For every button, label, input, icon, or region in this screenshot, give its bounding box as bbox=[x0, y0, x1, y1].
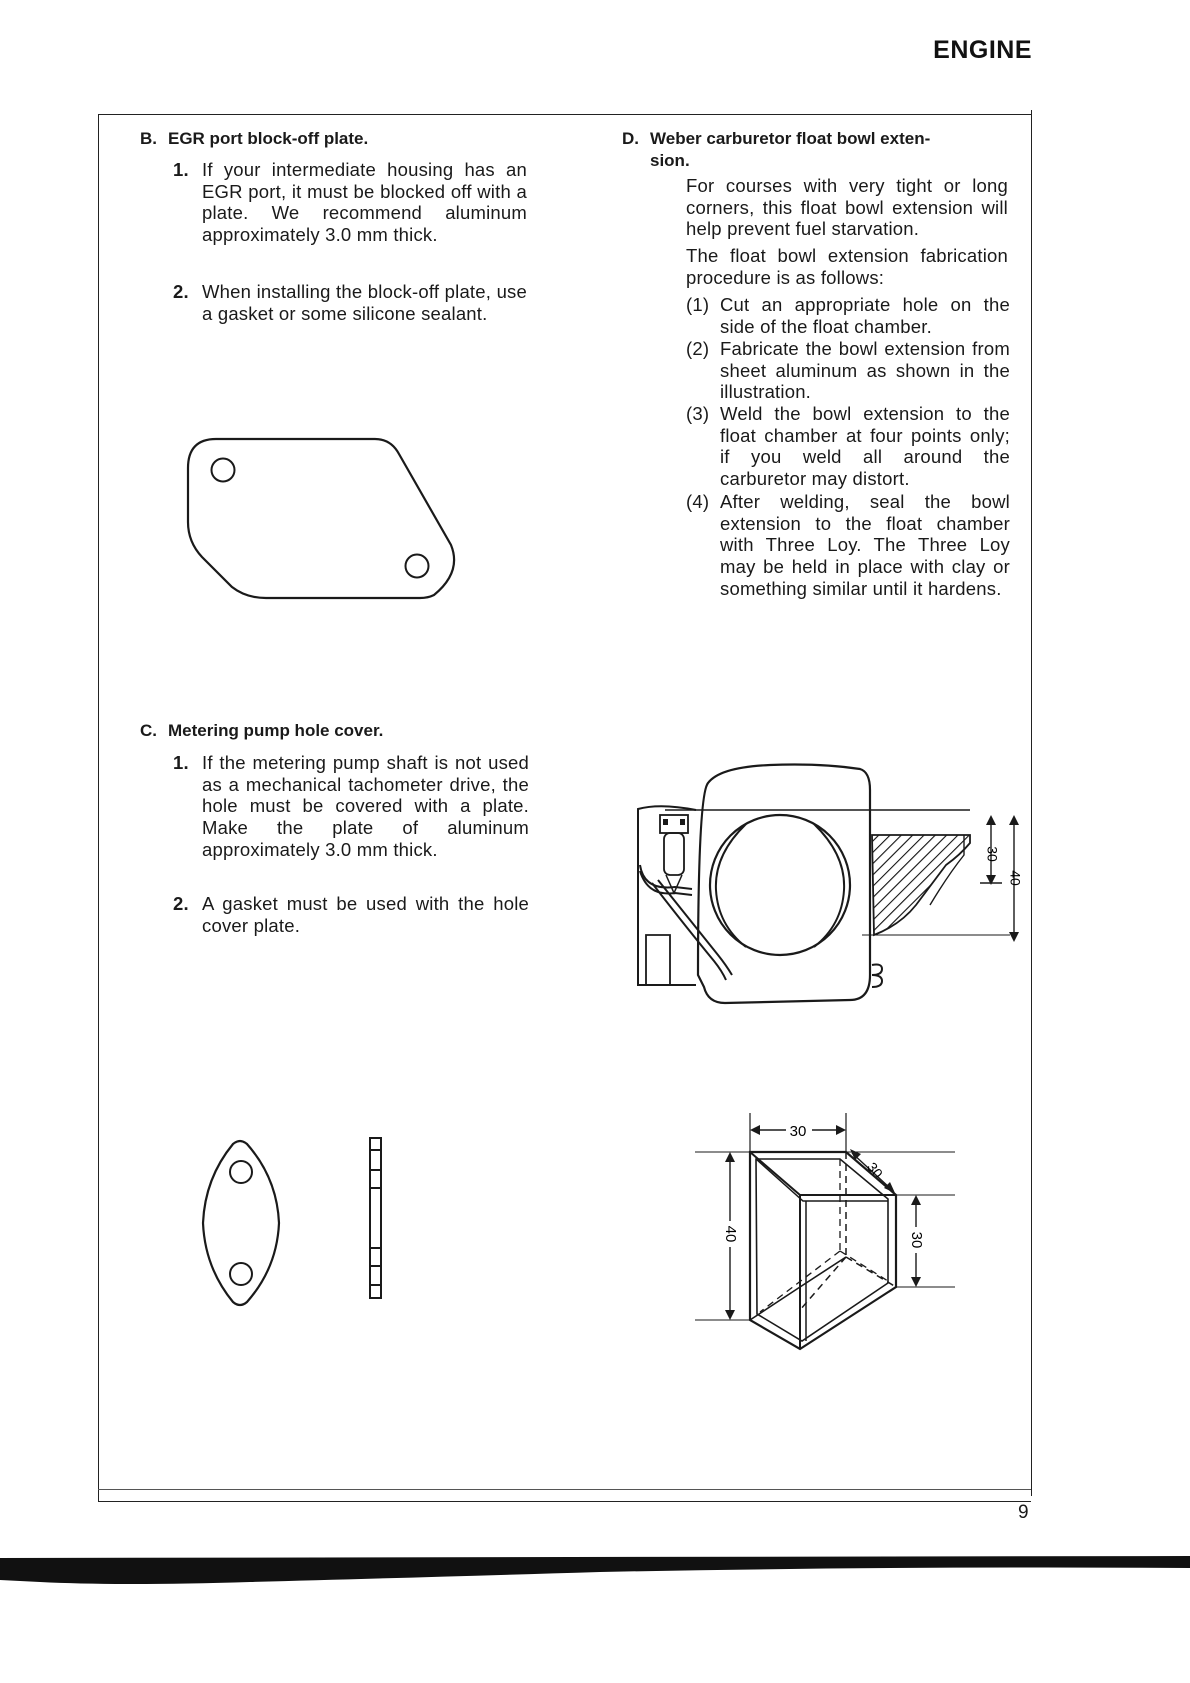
step-number: (2) bbox=[686, 338, 710, 359]
step-text: After welding, seal the bowl extension to the float chamber with Three Loy. The Three Loy may be held in place with clay or something similar until it hardens. bbox=[720, 491, 1010, 599]
section-d-letter: D. bbox=[622, 129, 639, 148]
page-title: ENGINE bbox=[933, 36, 1032, 64]
metering-pump-cover-illustration bbox=[195, 1130, 415, 1320]
frame-bottom-rule bbox=[98, 1501, 1031, 1502]
section-d-step-3 bbox=[686, 403, 1010, 490]
section-b-title: EGR port block-off plate. bbox=[168, 129, 369, 148]
section-d-heading bbox=[622, 128, 1022, 172]
section-d-step-4 bbox=[686, 491, 1010, 600]
frame-inner-bottom-rule bbox=[98, 1489, 1031, 1490]
item-text: If the metering pump shaft is not used as a mechanical tachometer drive, the hole must be covered with a plate. Make the plate of aluminum approximately 3.0 mm thick. bbox=[202, 752, 529, 860]
item-number: 2. bbox=[173, 281, 189, 302]
item-number: 1. bbox=[173, 752, 189, 773]
step-number: (3) bbox=[686, 403, 710, 424]
frame-right-rule bbox=[1031, 110, 1032, 1496]
float-bowl-extension-box-illustration bbox=[690, 1105, 960, 1375]
item-number: 2. bbox=[173, 893, 189, 914]
frame-left-rule bbox=[98, 114, 99, 1502]
carb-dim-inner: 30 bbox=[984, 846, 1001, 862]
box-dim-side: 30 bbox=[908, 1231, 926, 1249]
section-d-intro-1: For courses with very tight or long corners, this float bowl extension will help prevent fuel starvation. bbox=[686, 175, 1008, 240]
section-b-letter: B. bbox=[140, 129, 157, 148]
item-text: If your intermediate housing has an EGR port, it must be blocked off with a plate. We recommend aluminum approximately 3.0 mm thick. bbox=[202, 159, 527, 246]
section-b-item-1 bbox=[173, 159, 527, 246]
step-text: Cut an appropriate hole on the side of the float chamber. bbox=[720, 294, 1010, 337]
carburetor-float-bowl-illustration bbox=[630, 755, 1030, 1015]
section-d-step-2 bbox=[686, 338, 1010, 403]
section-c-item-1 bbox=[173, 752, 529, 861]
frame-top-rule bbox=[98, 114, 1031, 115]
section-d-intro-2: The float bowl extension fabrication procedure is as follows: bbox=[686, 245, 1008, 288]
item-text: A gasket must be used with the hole cover plate. bbox=[202, 893, 529, 936]
step-text: Weld the bowl extension to the float chamber at four points only; if you weld all around the carburetor may distort. bbox=[720, 403, 1010, 490]
section-d-title-line1: Weber carburetor float bowl exten- bbox=[650, 129, 931, 148]
item-text: When installing the block-off plate, use a gasket or some silicone sealant. bbox=[202, 281, 527, 324]
page-number: 9 bbox=[1018, 1502, 1029, 1523]
item-number: 1. bbox=[173, 159, 189, 180]
step-number: (4) bbox=[686, 491, 710, 512]
section-c-item-2 bbox=[173, 893, 529, 936]
step-number: (1) bbox=[686, 294, 710, 315]
carb-dim-outer: 40 bbox=[1007, 870, 1024, 886]
step-text: Fabricate the bowl extension from sheet aluminum as shown in the illustration. bbox=[720, 338, 1010, 403]
section-d-title-line2: sion. bbox=[650, 151, 690, 170]
section-b-heading bbox=[140, 128, 368, 150]
section-c-title: Metering pump hole cover. bbox=[168, 721, 384, 740]
box-dim-depth: 30 bbox=[863, 1159, 887, 1182]
egr-block-off-plate-illustration bbox=[180, 430, 460, 610]
section-c-heading bbox=[140, 720, 383, 742]
section-c-letter: C. bbox=[140, 721, 157, 740]
box-dim-width: 30 bbox=[789, 1123, 807, 1140]
scan-edge-bar bbox=[0, 1552, 1190, 1592]
section-d-step-1 bbox=[686, 294, 1010, 337]
box-dim-height: 40 bbox=[722, 1225, 740, 1243]
section-b-item-2 bbox=[173, 281, 527, 324]
